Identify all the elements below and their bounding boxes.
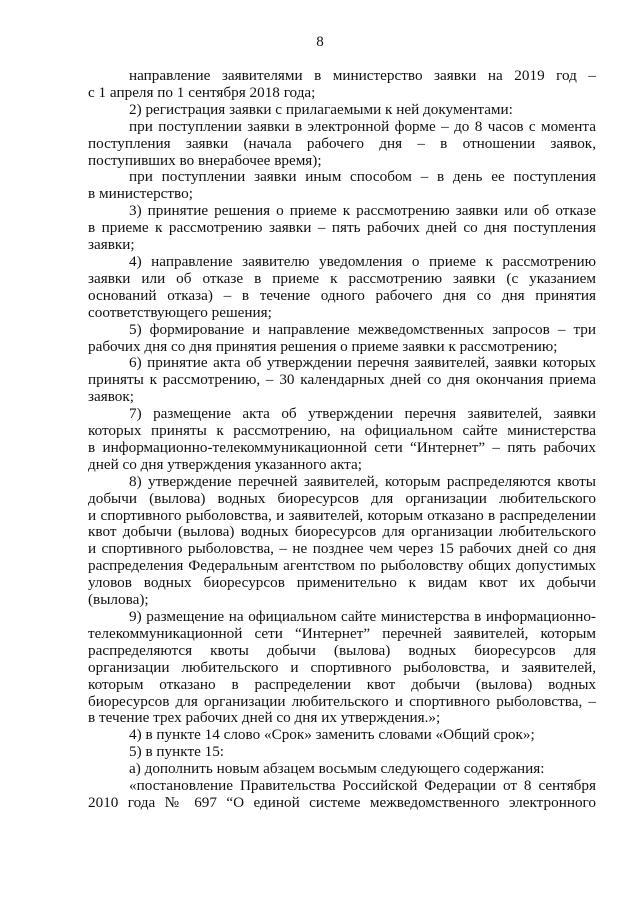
text-line: (вылова);	[88, 591, 149, 609]
text-line: оснований отказа) – в течение одного рабочего дня со дня принятия	[88, 286, 596, 304]
text-line: заявки или об отказе в приеме к рассмотрению заявки (с указанием	[88, 269, 596, 287]
text-line: поступивших во внерабочее время);	[88, 151, 322, 169]
text-line: в приеме к рассмотрению заявки – пять рабочих дней со дня поступления	[88, 219, 596, 237]
text-line: организации любительского и спортивного рыболовства, и заявителей,	[88, 658, 596, 676]
text-line: распределяются квоты добычи (вылова) водных биоресурсов для	[88, 641, 596, 659]
text-line: дней со дня утверждения указанного акта;	[88, 455, 362, 473]
text-line: 4) направление заявителю уведомления о приеме к рассмотрению	[129, 252, 596, 270]
text-line: квот добычи (вылова) водных биоресурсов для организации любительского	[88, 523, 596, 541]
text-line: и спортивного рыболовства, – не позднее чем через 15 рабочих дней со дня	[88, 540, 596, 558]
text-line: 4) в пункте 14 слово «Срок» заменить словами «Общий срок»;	[129, 726, 535, 744]
text-line: при поступлении заявки иным способом – в день ее поступления	[129, 168, 596, 186]
text-line: а) дополнить новым абзацем восьмым следующего содержания:	[129, 760, 545, 778]
text-line: рабочих дня со дня принятия решения о приеме заявки к рассмотрению;	[88, 337, 558, 355]
text-line: поступления заявки (начала рабочего дня – в отношении заявок,	[88, 134, 596, 152]
text-line: направление заявителями в министерство заявки на 2019 год –	[129, 67, 596, 84]
text-line: в информационно-телекоммуникационной сети “Интернет” – пять рабочих	[88, 438, 596, 456]
text-line: с 1 апреля по 1 сентября 2018 года;	[88, 83, 316, 101]
text-line: в течение трех рабочих дней со дня их утверждения.»;	[88, 709, 441, 727]
text-line: 2010 года № 697 “О единой системе межведомственного электронного	[88, 793, 596, 811]
text-line: которых приняты к рассмотрению, на официальном сайте министерства	[88, 422, 596, 440]
text-line: 8) утверждение перечней заявителей, которым распределяются квоты	[129, 472, 596, 490]
text-line: 9) размещение на официальном сайте министерства в информационно-	[129, 608, 596, 625]
text-line: уловов водных биоресурсов применительно к видам квот их добычи	[88, 574, 596, 592]
text-line: «постановление Правительства Российской Федерации от 8 сентября	[129, 777, 596, 795]
text-line: телекоммуникационной сети “Интернет” перечней заявителей, которым	[88, 624, 596, 642]
text-line: 2) регистрация заявки с прилагаемыми к ней документами:	[129, 100, 513, 118]
text-line: распределения Федеральным агентством по рыболовству общих допустимых	[88, 557, 596, 575]
text-line: 5) формирование и направление межведомственных запросов – три	[129, 320, 596, 338]
text-line: добычи (вылова) водных биоресурсов для организации любительского	[88, 489, 596, 507]
text-line: которым отказано в распределении квот добычи (вылова) водных	[88, 675, 596, 693]
text-line: заявки;	[88, 236, 135, 254]
text-line: 3) принятие решения о приеме к рассмотрению заявки или об отказе	[129, 202, 596, 220]
text-line: в министерство;	[88, 185, 193, 203]
text-line: приняты к рассмотрению, – 30 календарных дней со дня окончания приема	[88, 371, 596, 389]
text-line: 6) принятие акта об утверждении перечня заявителей, заявки которых	[129, 354, 596, 372]
text-line: 7) размещение акта об утверждении перечня заявителей, заявки	[129, 405, 596, 423]
text-line: заявок;	[88, 388, 134, 406]
text-line: биоресурсов для организации любительского и спортивного рыболовства, –	[88, 692, 596, 710]
text-line: 5) в пункте 15:	[129, 743, 225, 761]
text-line: при поступлении заявки в электронной форме – до 8 часов с момента	[129, 117, 596, 135]
document-body	[88, 68, 596, 812]
text-line: соответствующего решения;	[88, 303, 272, 321]
text-line: и спортивного рыболовства, и заявителей, которым отказано в распределении	[88, 506, 596, 524]
page-number: 8	[316, 34, 324, 50]
